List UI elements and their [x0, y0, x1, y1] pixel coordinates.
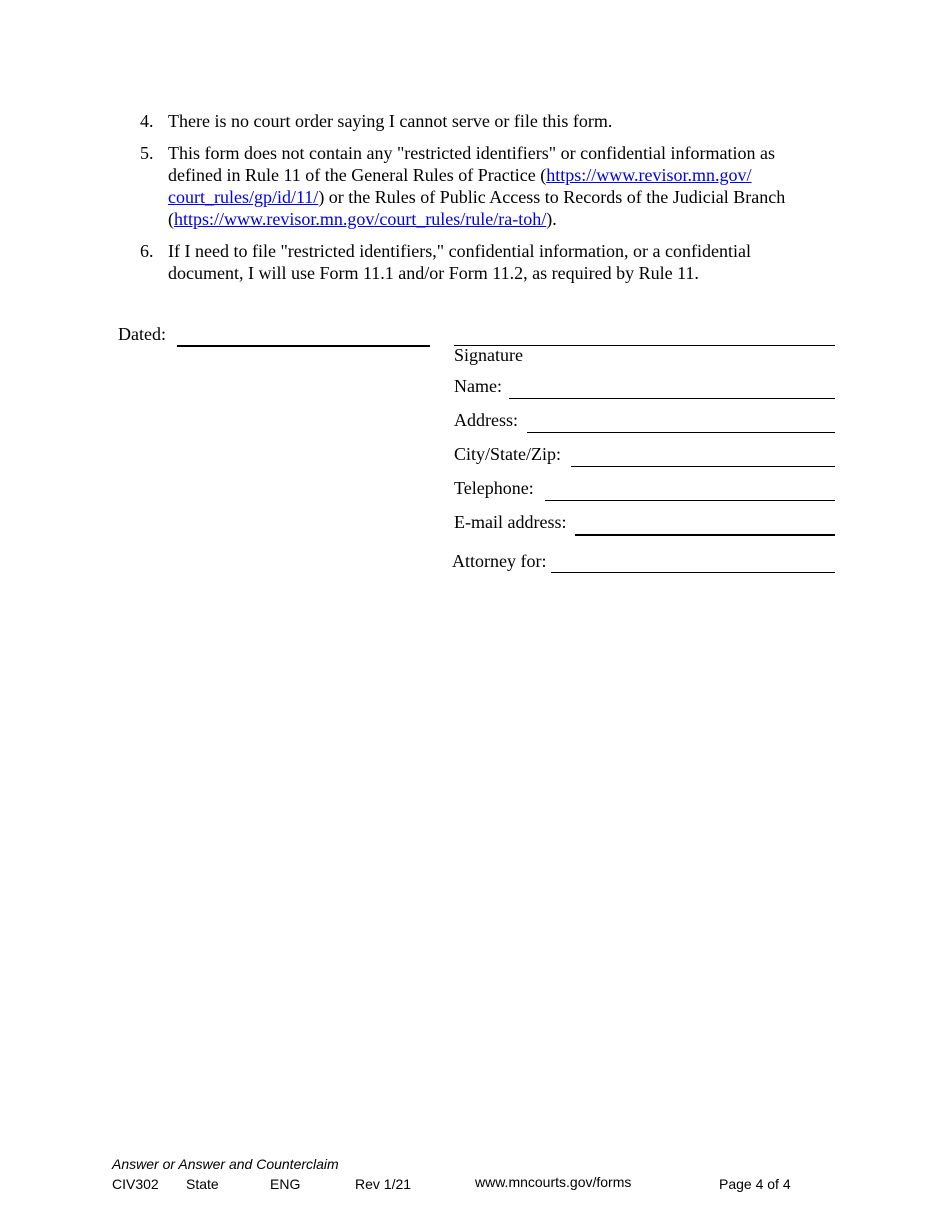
list-text-line: [168, 110, 828, 132]
list-text-line: [168, 142, 828, 164]
list-text: [168, 240, 828, 284]
revisor-link[interactable]: https://www.revisor.mn.gov/: [546, 165, 752, 185]
footer-website[interactable]: www.mncourts.gov/forms: [475, 1174, 632, 1190]
attorney-for-label: Attorney for:: [452, 551, 547, 571]
list-number: 4.: [140, 111, 154, 131]
dated-field[interactable]: [177, 345, 430, 347]
list-text: [168, 110, 828, 132]
footer-form-title: Answer or Answer and Counterclaim: [112, 1156, 339, 1172]
name-field[interactable]: [509, 398, 835, 399]
list-text: [168, 142, 828, 230]
city-state-zip-label: City/State/Zip:: [454, 444, 561, 464]
footer-page-number: Page 4 of 4: [719, 1176, 791, 1192]
list-text-line: [168, 262, 828, 284]
list-text-segment: This form does not contain any "restricted identifiers" or confidential information as: [168, 143, 776, 163]
address-label: Address:: [454, 410, 518, 430]
list-text-segment: There is no court order saying I cannot serve or file this form.: [168, 111, 613, 131]
list-text-segment: (: [168, 209, 174, 229]
signature-label: Signature: [454, 345, 523, 365]
list-text-line: [168, 186, 828, 208]
email-label: E-mail address:: [454, 512, 567, 532]
telephone-label: Telephone:: [454, 478, 534, 498]
list-text-segment: document, I will use Form 11.1 and/or Form 11.2, as required by Rule 11.: [168, 263, 699, 283]
list-text-line: [168, 164, 828, 186]
list-text-segment: ) or the Rules of Public Access to Records of the Judicial Branch: [318, 187, 786, 207]
revisor-link[interactable]: https://www.revisor.mn.gov/court_rules/rule/ra-toh/: [174, 209, 547, 229]
list-text-segment: ).: [546, 209, 557, 229]
email-field[interactable]: [575, 534, 835, 536]
revisor-link[interactable]: court_rules/gp/id/11/: [168, 187, 319, 207]
list-text-line: [168, 208, 828, 230]
attorney-for-field[interactable]: [551, 572, 835, 573]
footer-revision: Rev 1/21: [355, 1176, 412, 1192]
footer-language: ENG: [270, 1176, 301, 1192]
list-text-segment: defined in Rule 11 of the General Rules of Practice (: [168, 165, 547, 185]
list-number: 5.: [140, 143, 154, 163]
footer-form-code: CIV302: [112, 1176, 159, 1192]
city-state-zip-field[interactable]: [571, 466, 835, 467]
name-label: Name:: [454, 376, 502, 396]
telephone-field[interactable]: [545, 500, 835, 501]
list-text-segment: If I need to file "restricted identifiers," confidential information, or a confidential: [168, 241, 751, 261]
dated-label: Dated:: [118, 324, 166, 344]
list-number: 6.: [140, 241, 154, 261]
address-field[interactable]: [527, 432, 835, 433]
list-text-line: [168, 240, 828, 262]
footer-court: State: [186, 1176, 219, 1192]
